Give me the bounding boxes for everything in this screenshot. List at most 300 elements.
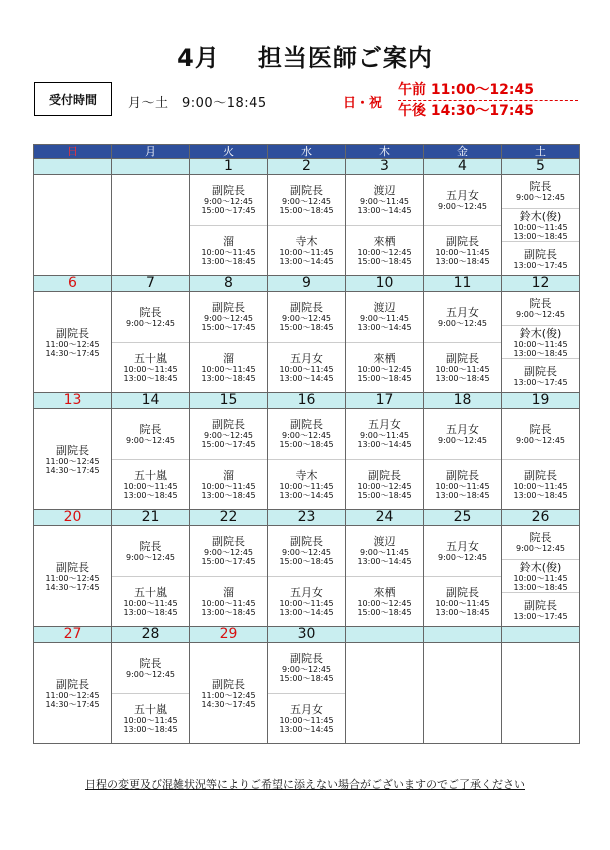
consultation-time: 9:00～12:45: [125, 318, 176, 328]
day-schedule-cell: [424, 292, 502, 393]
day-schedule-cell: [34, 175, 112, 276]
date-row: [34, 510, 580, 526]
doctor-name: 副院長: [212, 418, 245, 432]
consultation-time: 9:00～12:45: [281, 431, 332, 441]
doctor-name: 副院長: [212, 301, 245, 315]
consultation-time: 10:00～12:45: [357, 247, 412, 257]
date-cell: 25: [424, 510, 502, 526]
consultation-time: 10:00～11:45: [435, 247, 490, 257]
consultation-time: 11:00～12:45: [201, 690, 256, 700]
day-schedule-cell: [112, 292, 190, 393]
consultation-time: 13:00～14:45: [279, 373, 334, 383]
consultation-time: 9:00～12:45: [203, 197, 254, 207]
consultation-time: 13:00～18:45: [513, 231, 568, 241]
doctor-slot: [346, 343, 423, 393]
consultation-time: 10:00～12:45: [357, 364, 412, 374]
consultation-time: 9:00～11:45: [359, 197, 410, 207]
consultation-time: 15:00～17:45: [201, 557, 256, 567]
doctor-name: 五十嵐: [134, 702, 167, 716]
date-cell: 8: [190, 276, 268, 292]
doctor-slot: [424, 409, 501, 460]
doctor-slots: [190, 526, 267, 626]
doctor-slots: [268, 643, 345, 743]
doctor-slots: [190, 643, 267, 743]
consultation-time: 10:00～11:45: [123, 481, 178, 491]
holiday-hours: [398, 80, 578, 121]
date-cell: 21: [112, 510, 190, 526]
consultation-time: 13:00～17:45: [513, 260, 568, 270]
date-cell: 6: [34, 276, 112, 292]
consultation-time: 9:00～12:45: [281, 665, 332, 675]
doctor-slot: [112, 643, 189, 694]
doctor-slot: [424, 292, 501, 343]
consultation-time: 10:00～11:45: [201, 481, 256, 491]
schedule-row: [34, 175, 580, 276]
doctor-slots: [190, 409, 267, 509]
consultation-time: 13:00～18:45: [201, 256, 256, 266]
schedule-row: [34, 409, 580, 510]
doctor-slots: [346, 526, 423, 626]
consultation-time: 9:00～12:45: [125, 669, 176, 679]
doctor-slot: [112, 292, 189, 343]
date-cell: 23: [268, 510, 346, 526]
date-cell: [424, 627, 502, 643]
date-cell: 10: [346, 276, 424, 292]
doctor-slot: [190, 343, 267, 393]
doctor-slot: [190, 643, 267, 743]
doctor-slots: [424, 526, 501, 626]
doctor-name: 副院長: [446, 351, 479, 365]
doctor-slot: [190, 175, 267, 226]
doctor-slot: [502, 409, 579, 460]
day-schedule-cell: [112, 175, 190, 276]
doctor-name: 五十嵐: [134, 468, 167, 482]
consultation-time: 13:00～14:45: [279, 256, 334, 266]
day-schedule-cell: [190, 292, 268, 393]
doctor-slots: [346, 409, 423, 509]
consultation-time: 9:00～12:45: [281, 197, 332, 207]
doctor-slots: [34, 643, 111, 743]
doctor-slot: [268, 292, 345, 343]
date-cell: 11: [424, 276, 502, 292]
consultation-time: 9:00～12:45: [203, 431, 254, 441]
date-cell: 5: [502, 159, 580, 175]
doctor-name: 五月女: [446, 305, 479, 319]
date-cell: 16: [268, 393, 346, 409]
date-cell: 1: [190, 159, 268, 175]
doctor-name: 副院長: [446, 234, 479, 248]
consultation-time: 10:00～11:45: [435, 481, 490, 491]
consultation-time: 11:00～12:45: [45, 573, 100, 583]
date-cell: 19: [502, 393, 580, 409]
doctor-slot: [268, 226, 345, 276]
doctor-slot: [190, 460, 267, 510]
doctor-slot: [112, 577, 189, 627]
date-cell: 14: [112, 393, 190, 409]
doctor-slots: [34, 409, 111, 509]
consultation-time: 10:00～11:45: [513, 339, 568, 349]
doctor-name: 鈴木(俊): [519, 560, 562, 574]
consultation-time: 9:00～12:45: [515, 193, 566, 203]
doctor-slot: [502, 526, 579, 560]
date-cell: 13: [34, 393, 112, 409]
consultation-time: 14:30～17:45: [45, 582, 100, 592]
consultation-time: 10:00～11:45: [279, 364, 334, 374]
consultation-time: 13:00～17:45: [513, 377, 568, 387]
consultation-time: 13:00～14:45: [357, 206, 412, 216]
consultation-time: 13:00～14:45: [357, 557, 412, 567]
consultation-time: 10:00～11:45: [279, 715, 334, 725]
doctor-name: 副院長: [212, 677, 245, 691]
consultation-time: 9:00～11:45: [359, 314, 410, 324]
doctor-slots: [502, 292, 579, 392]
day-schedule-cell: [346, 526, 424, 627]
doctor-slot: [268, 409, 345, 460]
consultation-time: 13:00～18:45: [435, 607, 490, 617]
doctor-slots: [268, 526, 345, 626]
date-cell: 20: [34, 510, 112, 526]
date-row: [34, 276, 580, 292]
schedule-row: [34, 292, 580, 393]
doctor-slot: [112, 343, 189, 393]
consultation-time: 9:00～12:45: [125, 552, 176, 562]
doctor-slot: [346, 292, 423, 343]
doctor-name: 溜: [223, 585, 234, 599]
doctor-slots: [346, 175, 423, 275]
date-cell: 24: [346, 510, 424, 526]
consultation-time: 13:00～14:45: [279, 724, 334, 734]
consultation-time: 15:00～18:45: [279, 323, 334, 333]
consultation-time: 15:00～18:45: [357, 373, 412, 383]
consultation-time: 10:00～11:45: [123, 715, 178, 725]
doctor-slot: [424, 175, 501, 226]
doctor-slots: [346, 643, 423, 743]
date-row: [34, 627, 580, 643]
consultation-time: 15:00～17:45: [201, 206, 256, 216]
consultation-time: 9:00～12:45: [437, 201, 488, 211]
title-month: 4月: [177, 44, 220, 72]
day-schedule-cell: [112, 526, 190, 627]
consultation-time: 13:00～18:45: [513, 582, 568, 592]
doctor-slot: [190, 577, 267, 627]
consultation-time: 10:00～11:45: [279, 598, 334, 608]
doctor-slots: [502, 175, 579, 275]
doctor-name: 副院長: [524, 364, 557, 378]
consultation-time: 9:00～12:45: [281, 314, 332, 324]
doctor-name: 渡辺: [373, 535, 396, 549]
consultation-time: 13:00～17:45: [513, 611, 568, 621]
consultation-time: 15:00～17:45: [201, 323, 256, 333]
doctor-slots: [268, 175, 345, 275]
date-cell: 28: [112, 627, 190, 643]
doctor-name: 院長: [139, 539, 162, 553]
doctor-name: 五月女: [290, 702, 323, 716]
doctor-slots: [112, 409, 189, 509]
day-schedule-cell: [502, 526, 580, 627]
doctor-slot: [34, 292, 111, 392]
day-schedule-cell: [190, 175, 268, 276]
doctor-slots: [190, 292, 267, 392]
doctor-name: 五月女: [446, 422, 479, 436]
consultation-time: 9:00～12:45: [281, 548, 332, 558]
consultation-time: 10:00～12:45: [357, 598, 412, 608]
day-schedule-cell: [34, 292, 112, 393]
dow-thu: 木: [346, 145, 424, 159]
consultation-time: 10:00～11:45: [123, 364, 178, 374]
holiday-pm-hours: 午後 14:30～17:45: [398, 103, 535, 119]
consultation-time: 9:00～11:45: [359, 431, 410, 441]
doctor-slot: [502, 242, 579, 275]
doctor-name: 五月女: [290, 585, 323, 599]
doctor-name: 副院長: [524, 598, 557, 612]
day-schedule-cell: [112, 409, 190, 510]
doctor-name: 院長: [529, 180, 552, 194]
doctor-slot: [190, 526, 267, 577]
doctor-slot: [346, 175, 423, 226]
day-schedule-cell: [268, 292, 346, 393]
consultation-time: 14:30～17:45: [45, 348, 100, 358]
doctor-slots: [424, 643, 501, 743]
doctor-name: 副院長: [290, 418, 323, 432]
doctor-slot: [268, 460, 345, 510]
day-schedule-cell: [346, 409, 424, 510]
consultation-time: 15:00～18:45: [279, 440, 334, 450]
consultation-time: 13:00～18:45: [201, 490, 256, 500]
doctor-name: 副院長: [524, 468, 557, 482]
doctor-name: 副院長: [290, 184, 323, 198]
day-schedule-cell: [268, 643, 346, 744]
doctor-slot: [346, 577, 423, 627]
day-schedule-cell: [34, 526, 112, 627]
doctor-slots: [424, 409, 501, 509]
date-cell: 17: [346, 393, 424, 409]
day-schedule-cell: [424, 409, 502, 510]
doctor-name: 鈴木(俊): [519, 326, 562, 340]
doctor-name: 副院長: [56, 560, 89, 574]
doctor-name: 五十嵐: [134, 351, 167, 365]
date-cell: 7: [112, 276, 190, 292]
consultation-time: 13:00～18:45: [123, 607, 178, 617]
date-cell: [112, 159, 190, 175]
consultation-time: 9:00～12:45: [437, 318, 488, 328]
footer-text: 日程の変更及び混雑状況等によりご希望に添えない場合がございますのでご了承ください: [85, 778, 525, 791]
date-cell: 2: [268, 159, 346, 175]
consultation-time: 13:00～18:45: [435, 256, 490, 266]
date-cell: 4: [424, 159, 502, 175]
doctor-name: 副院長: [290, 535, 323, 549]
dow-sat: 土: [502, 145, 580, 159]
consultation-time: 15:00～18:45: [357, 607, 412, 617]
reception-hours: [34, 80, 579, 120]
doctor-name: 副院長: [446, 585, 479, 599]
doctor-name: 溜: [223, 234, 234, 248]
doctor-name: 五月女: [446, 188, 479, 202]
doctor-slot: [346, 226, 423, 276]
doctor-slot: [34, 643, 111, 743]
day-schedule-cell: [112, 643, 190, 744]
day-schedule-cell: [346, 292, 424, 393]
doctor-slot: [502, 209, 579, 243]
doctor-slots: [424, 292, 501, 392]
consultation-time: 10:00～11:45: [279, 247, 334, 257]
consultation-time: 14:30～17:45: [45, 699, 100, 709]
doctor-slot: [424, 343, 501, 393]
consultation-time: 10:00～11:45: [201, 598, 256, 608]
doctor-slot: [502, 359, 579, 392]
doctor-name: 副院長: [56, 326, 89, 340]
day-schedule-cell: [424, 175, 502, 276]
doctor-slot: [34, 409, 111, 509]
doctor-name: 渡辺: [373, 184, 396, 198]
doctor-slot: [34, 526, 111, 626]
consultation-time: 11:00～12:45: [45, 339, 100, 349]
schedule-row: [34, 526, 580, 627]
consultation-time: 15:00～18:45: [357, 490, 412, 500]
consultation-time: 11:00～12:45: [45, 690, 100, 700]
date-cell: 18: [424, 393, 502, 409]
day-schedule-cell: [190, 409, 268, 510]
doctor-slot: [112, 460, 189, 510]
doctor-name: 來栖: [373, 351, 396, 365]
doctor-slots: [34, 292, 111, 392]
doctor-name: 院長: [529, 422, 552, 436]
doctor-name: 副院長: [290, 301, 323, 315]
doctor-name: 副院長: [446, 468, 479, 482]
doctor-name: 副院長: [56, 677, 89, 691]
date-cell: 29: [190, 627, 268, 643]
day-schedule-cell: [268, 175, 346, 276]
doctor-slots: [502, 526, 579, 626]
doctor-name: 院長: [139, 422, 162, 436]
day-schedule-cell: [502, 409, 580, 510]
consultation-time: 13:00～14:45: [357, 323, 412, 333]
doctor-slots: [502, 643, 579, 743]
day-schedule-cell: [34, 643, 112, 744]
doctor-slots: [112, 526, 189, 626]
doctor-name: 寺木: [295, 468, 318, 482]
doctor-slot: [268, 526, 345, 577]
date-row: [34, 159, 580, 175]
doctor-slot: [268, 577, 345, 627]
doctor-slots: [112, 643, 189, 743]
day-schedule-cell: [502, 292, 580, 393]
date-cell: 22: [190, 510, 268, 526]
date-cell: 3: [346, 159, 424, 175]
consultation-time: 10:00～11:45: [513, 573, 568, 583]
consultation-time: 15:00～17:45: [201, 440, 256, 450]
day-of-week-header: [34, 145, 580, 159]
consultation-time: 10:00～11:45: [123, 598, 178, 608]
date-cell: 26: [502, 510, 580, 526]
doctor-name: 五月女: [446, 539, 479, 553]
consultation-time: 15:00～18:45: [357, 256, 412, 266]
holiday-am-hours: 午前 11:00～12:45: [398, 80, 578, 101]
consultation-time: 15:00～18:45: [279, 206, 334, 216]
doctor-name: 院長: [139, 656, 162, 670]
doctor-name: 五十嵐: [134, 585, 167, 599]
dow-wed: 水: [268, 145, 346, 159]
date-cell: [346, 627, 424, 643]
day-schedule-cell: [190, 643, 268, 744]
doctor-slots: [34, 526, 111, 626]
day-schedule-cell: [346, 175, 424, 276]
weekday-hours: 月～土 9:00～18:45: [128, 96, 267, 111]
date-cell: [502, 627, 580, 643]
doctor-schedule-calendar: [33, 144, 580, 744]
day-schedule-cell: [424, 526, 502, 627]
consultation-time: 9:00～12:45: [437, 552, 488, 562]
doctor-slots: [424, 175, 501, 275]
consultation-time: 10:00～11:45: [201, 364, 256, 374]
doctor-slot: [502, 593, 579, 626]
consultation-time: 13:00～18:45: [201, 373, 256, 383]
day-schedule-cell: [268, 409, 346, 510]
consultation-time: 13:00～18:45: [513, 348, 568, 358]
doctor-slot: [268, 343, 345, 393]
doctor-name: 來栖: [373, 234, 396, 248]
consultation-time: 9:00～12:45: [203, 314, 254, 324]
title-text: 担当医師ご案内: [257, 44, 433, 72]
day-schedule-cell: [34, 409, 112, 510]
doctor-slots: [112, 292, 189, 392]
consultation-time: 13:00～14:45: [279, 607, 334, 617]
consultation-time: 15:00～18:45: [279, 557, 334, 567]
doctor-slot: [190, 292, 267, 343]
doctor-slots: [502, 409, 579, 509]
doctor-slot: [502, 326, 579, 360]
day-schedule-cell: [424, 643, 502, 744]
consultation-time: 10:00～11:45: [513, 481, 568, 491]
dow-mon: 月: [112, 145, 190, 159]
consultation-time: 10:00～11:45: [279, 481, 334, 491]
date-cell: [34, 159, 112, 175]
doctor-name: 五月女: [368, 418, 401, 432]
doctor-name: 院長: [529, 297, 552, 311]
doctor-name: 來栖: [373, 585, 396, 599]
doctor-slot: [502, 460, 579, 510]
doctor-name: 副院長: [290, 652, 323, 666]
consultation-time: 13:00～18:45: [123, 724, 178, 734]
doctor-slot: [268, 694, 345, 744]
consultation-time: 10:00～12:45: [357, 481, 412, 491]
date-cell: 27: [34, 627, 112, 643]
consultation-time: 13:00～18:45: [201, 607, 256, 617]
dow-tue: 火: [190, 145, 268, 159]
doctor-name: 鈴木(俊): [519, 209, 562, 223]
doctor-slot: [424, 460, 501, 510]
doctor-slots: [268, 409, 345, 509]
consultation-time: 9:00～12:45: [515, 435, 566, 445]
date-cell: 30: [268, 627, 346, 643]
doctor-name: 院長: [529, 531, 552, 545]
doctor-slot: [424, 526, 501, 577]
doctor-slots: [190, 175, 267, 275]
consultation-time: 9:00～12:45: [515, 544, 566, 554]
footer-note: [0, 776, 610, 792]
doctor-name: 副院長: [524, 247, 557, 261]
doctor-slots: [346, 292, 423, 392]
page-title: [0, 38, 610, 73]
holiday-label: 日・祝: [343, 96, 383, 111]
doctor-slots: [112, 175, 189, 275]
consultation-time: 13:00～18:45: [513, 490, 568, 500]
doctor-name: 五月女: [290, 351, 323, 365]
doctor-slot: [346, 460, 423, 510]
doctor-slots: [34, 175, 111, 275]
doctor-slot: [268, 175, 345, 226]
doctor-name: 溜: [223, 468, 234, 482]
consultation-time: 13:00～14:45: [279, 490, 334, 500]
